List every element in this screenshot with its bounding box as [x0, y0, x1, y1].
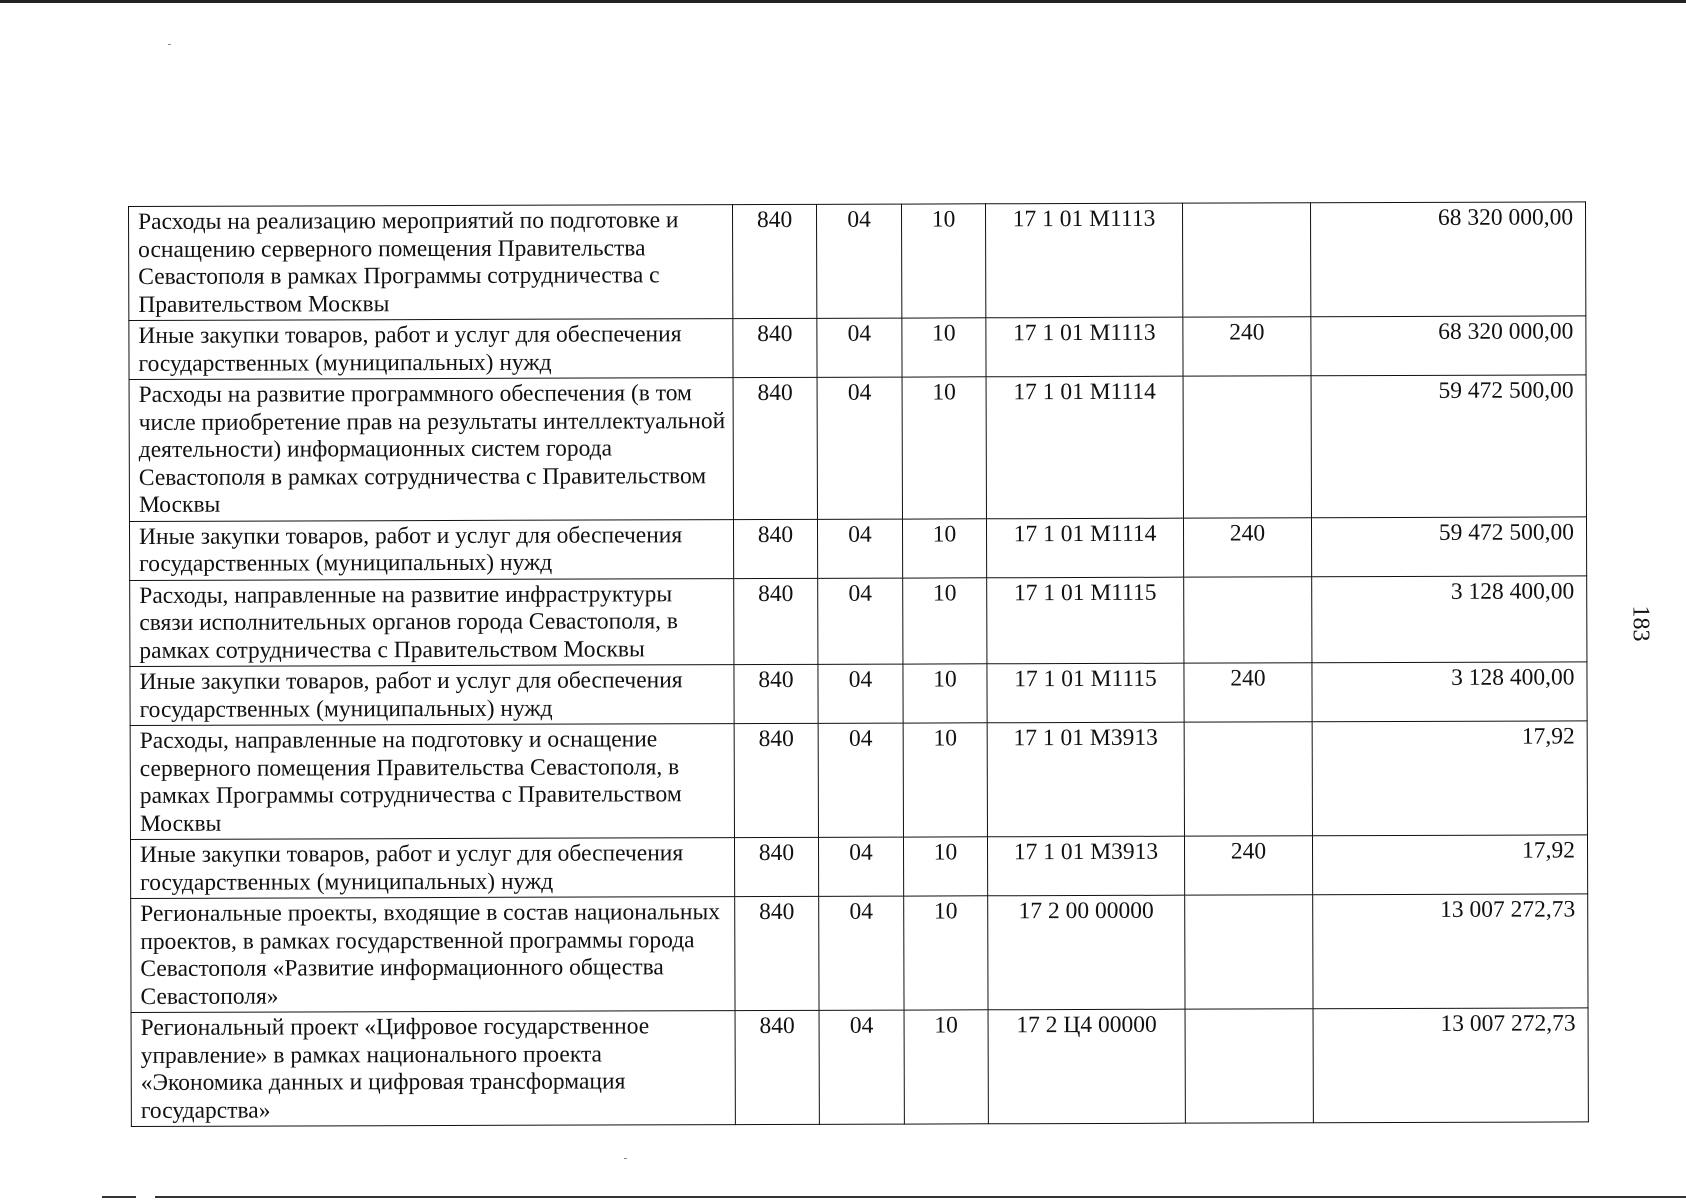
- cell-vr: [1184, 576, 1312, 663]
- table-row: [129, 316, 1586, 380]
- table-row: [131, 894, 1588, 1013]
- cell-vr: 240: [1183, 517, 1311, 576]
- cell-csr: 17 1 01 M3913: [987, 722, 1184, 837]
- cell-ved: 840: [732, 204, 816, 318]
- cell-ved: 840: [735, 1010, 819, 1124]
- cell-csr: 17 2 Ц4 00000: [988, 1009, 1185, 1124]
- page-top-edge: [0, 0, 1686, 3]
- cell-ved: 840: [733, 377, 817, 519]
- cell-rz: 04: [817, 519, 902, 578]
- page-bottom-edge-left: [102, 1196, 136, 1198]
- cell-rz: 04: [818, 578, 903, 665]
- cell-rz: 04: [816, 204, 901, 318]
- cell-name: Расходы, направленные на подготовку и оснащение серверного помещения Правительства Севастополя, в рамках Программы сотрудничества с Правительством Москвы: [130, 724, 734, 840]
- cell-csr: 17 1 01 M1115: [987, 663, 1184, 723]
- cell-name: Расходы на развитие программного обеспечения (в том числе приобретение прав на результаты интеллектуальной деятельности) информационных систем города Севастополя в рамках сотрудничества с Правительством Москвы: [129, 378, 733, 521]
- cell-rz: 04: [819, 1010, 904, 1124]
- cell-rz: 04: [817, 318, 902, 377]
- cell-vr: [1183, 376, 1311, 518]
- cell-ved: 840: [733, 318, 817, 377]
- cell-csr: 17 1 01 M1115: [987, 577, 1184, 664]
- cell-pr: 10: [902, 318, 986, 377]
- cell-pr: 10: [904, 1010, 988, 1124]
- cell-vr: [1184, 722, 1312, 836]
- cell-vr: [1185, 1009, 1313, 1123]
- cell-ved: 840: [734, 723, 818, 837]
- page-bottom-edge: [155, 1196, 1686, 1198]
- cell-name: Региональные проекты, входящие в состав национальных проектов, в рамках государственной программы города Севастополя «Развитие информационного общества Севастополя»: [131, 897, 735, 1013]
- cell-name: Расходы на реализацию мероприятий по подготовке и оснащению серверного помещения Правительства Севастополя в рамках Программы сотрудничества с Правительством Москвы: [129, 205, 733, 321]
- cell-csr: 17 1 01 M3913: [987, 836, 1184, 896]
- cell-name: Иные закупки товаров, работ и услуг для обеспечения государственных (муниципальных) нужд: [130, 665, 734, 726]
- cell-csr: 17 1 01 M1113: [985, 203, 1182, 318]
- cell-amount: 17,92: [1312, 721, 1587, 836]
- table-row: [130, 575, 1587, 666]
- cell-pr: 10: [903, 837, 987, 896]
- cell-amount: 59 472 500,00: [1311, 375, 1586, 517]
- cell-ved: 840: [734, 837, 818, 896]
- page-number: 183: [1627, 605, 1654, 642]
- cell-rz: 04: [819, 896, 904, 1010]
- cell-pr: 10: [902, 518, 986, 577]
- cell-amount: 17,92: [1312, 835, 1587, 895]
- cell-rz: 04: [818, 664, 903, 723]
- cell-pr: 10: [903, 577, 987, 664]
- cell-ved: 840: [735, 896, 819, 1010]
- cell-name: Иные закупки товаров, работ и услуг для обеспечения государственных (муниципальных) нужд: [130, 838, 734, 899]
- budget-table: [128, 201, 1589, 1127]
- cell-name: Иные закупки товаров, работ и услуг для обеспечения государственных (муниципальных) нужд: [129, 519, 733, 580]
- cell-rz: 04: [818, 723, 903, 837]
- cell-csr: 17 1 01 M1113: [986, 317, 1183, 377]
- cell-amount: 13 007 272,73: [1313, 894, 1588, 1009]
- cell-amount: 3 128 400,00: [1312, 575, 1587, 662]
- table-row: [129, 375, 1586, 521]
- cell-amount: 59 472 500,00: [1311, 516, 1586, 576]
- cell-pr: 10: [904, 896, 988, 1010]
- cell-pr: 10: [901, 204, 985, 318]
- cell-vr: [1185, 895, 1313, 1009]
- cell-name: Иные закупки товаров, работ и услуг для обеспечения государственных (муниципальных) нужд: [129, 319, 733, 380]
- table-row: [131, 1008, 1588, 1127]
- cell-pr: 10: [903, 664, 987, 723]
- table-row: [130, 721, 1587, 840]
- cell-vr: 240: [1183, 317, 1311, 376]
- table-body: [129, 202, 1589, 1127]
- cell-amount: 68 320 000,00: [1311, 316, 1586, 376]
- cell-vr: 240: [1184, 836, 1312, 895]
- scan-speck: [168, 44, 171, 45]
- scan-speck: [624, 1158, 627, 1159]
- cell-ved: 840: [733, 519, 817, 578]
- cell-rz: 04: [818, 837, 903, 896]
- table-row: [130, 835, 1587, 899]
- table-row: [129, 516, 1586, 580]
- cell-vr: 240: [1184, 663, 1312, 722]
- cell-csr: 17 1 01 M1114: [986, 518, 1183, 578]
- cell-name: Расходы, направленные на развитие инфраструктуры связи исполнительных органов города Севастополя, в рамках сотрудничества с Правительством Москвы: [130, 578, 734, 666]
- cell-pr: 10: [902, 377, 986, 519]
- cell-amount: 68 320 000,00: [1310, 202, 1585, 317]
- cell-vr: [1182, 203, 1310, 317]
- cell-amount: 13 007 272,73: [1313, 1008, 1588, 1123]
- table-row: [130, 662, 1587, 726]
- cell-rz: 04: [817, 377, 902, 519]
- cell-csr: 17 2 00 00000: [988, 895, 1185, 1010]
- cell-ved: 840: [734, 664, 818, 723]
- cell-csr: 17 1 01 M1114: [986, 376, 1183, 518]
- cell-name: Региональный проект «Цифровое государственное управление» в рамках национального проекта «Экономика данных и цифровая трансформация государства»: [131, 1011, 735, 1127]
- table-row: [129, 202, 1586, 321]
- cell-ved: 840: [734, 578, 818, 665]
- cell-amount: 3 128 400,00: [1312, 662, 1587, 722]
- cell-pr: 10: [903, 723, 987, 837]
